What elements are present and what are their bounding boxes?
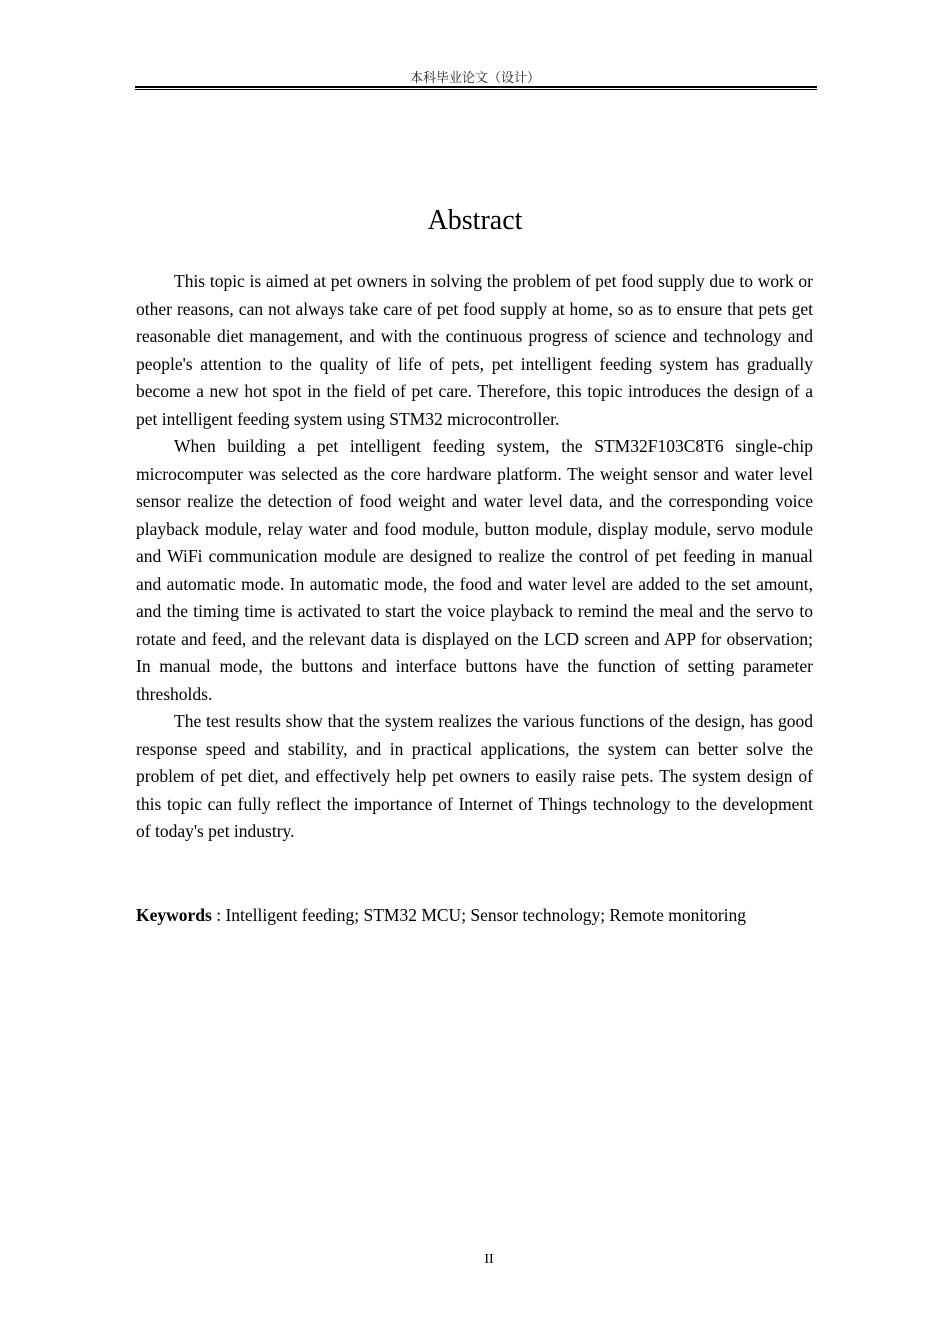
abstract-paragraph: This topic is aimed at pet owners in solving the problem of pet food supply due to work or other reasons, can not always take care of pet food supply at home, so as to ensure that pets get reasonable diet management, and with the continuous progress of science and technology and people's attention to the quality of life of pets, pet intelligent feeding system has gradually become a new hot spot in the field of pet care. Therefore, this topic introduces the design of a pet intelligent feeding system using STM32 microcontroller.: [136, 271, 813, 429]
header-rule: [135, 86, 817, 88]
keywords-separator: :: [211, 905, 226, 925]
page-number: II: [484, 1252, 494, 1267]
keywords-label: Keywords: [136, 905, 212, 925]
keywords-text: Intelligent feeding; STM32 MCU; Sensor technology; Remote monitoring: [225, 905, 747, 925]
abstract-paragraph: The test results show that the system realizes the various functions of the design, has good response speed and stability, and in practical applications, the system can better solve the problem of pet diet, and effectively help pet owners to easily raise pets. The system design of this topic can fully reflect the importance of Internet of Things technology to the development of today's pet industry.: [136, 711, 813, 841]
header-rule-thin: [135, 89, 817, 90]
keywords-line: [136, 902, 836, 930]
running-header: 本科毕业论文（设计）: [409, 71, 540, 86]
page-title: Abstract: [427, 205, 523, 236]
abstract-body: [136, 268, 813, 846]
abstract-paragraph: When building a pet intelligent feeding system, the STM32F103C8T6 single-chip microcomputer was selected as the core hardware platform. The weight sensor and water level sensor realize the detection of food weight and water level data, and the corresponding voice playback module, relay water and food module, button module, display module, servo module and WiFi communication module are designed to realize the control of pet feeding in manual and automatic mode. In automatic mode, the food and water level are added to the set amount, and the timing time is activated to start the voice playback to remind the meal and the servo to rotate and feed, and the relevant data is displayed on the LCD screen and APP for observation; In manual mode, the buttons and interface buttons have the function of setting parameter thresholds.: [136, 436, 813, 704]
